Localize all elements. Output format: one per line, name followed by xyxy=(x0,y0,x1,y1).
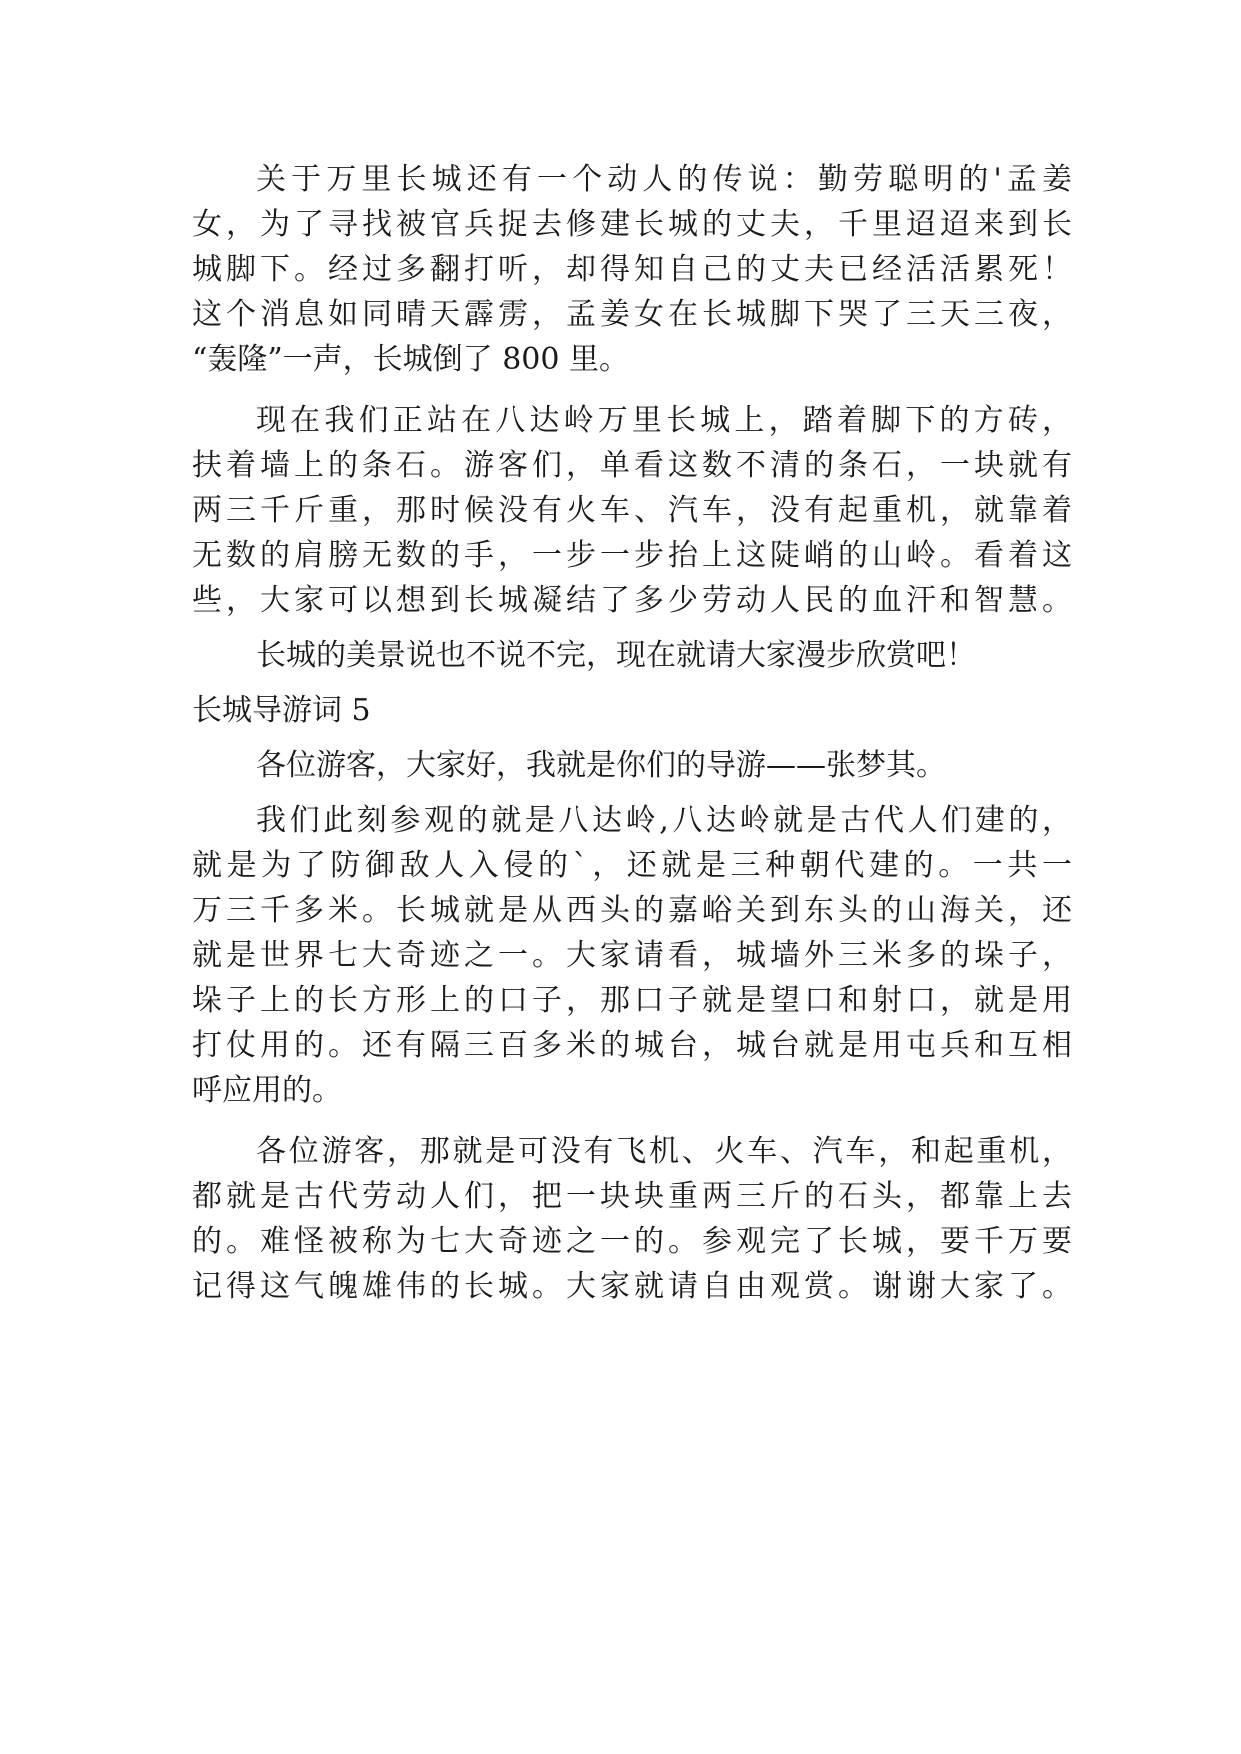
paragraph-closing xyxy=(192,633,1072,678)
text-line: 我们此刻参观的就是八达岭,八达岭就是古代人们建的， xyxy=(256,803,1072,838)
paragraph-badaling xyxy=(192,398,1072,623)
text-line: 城脚下。经过多翻打听，却得知自己的丈夫已经活活累死！ xyxy=(192,252,1072,287)
document-body xyxy=(192,157,1072,1325)
text-line: 就是世界七大奇迹之一。大家请看，城墙外三米多的垛子， xyxy=(192,938,1072,973)
text-line: 就是为了防御敌人入侵的`，还就是三种朝代建的。一共一 xyxy=(192,848,1072,883)
text-line: 垛子上的长方形上的口子，那口子就是望口和射口，就是用 xyxy=(192,983,1072,1018)
paragraph-introduction xyxy=(192,798,1072,1113)
text-line: 两三千斤重，那时候没有火车、汽车，没有起重机，就靠着 xyxy=(192,493,1072,528)
text-line: 各位游客，大家好，我就是你们的导游——张梦其。 xyxy=(256,748,946,783)
text-line: 的。难怪被称为七大奇迹之一的。参观完了长城，要千万要 xyxy=(192,1224,1072,1259)
text-line: 都就是古代劳动人们，把一块块重两三斤的石头，都靠上去 xyxy=(192,1179,1072,1214)
text-line: 各位游客，那就是可没有飞机、火车、汽车，和起重机， xyxy=(256,1134,1072,1169)
text-line: 现在我们正站在八达岭万里长城上，踏着脚下的方砖， xyxy=(256,403,1072,438)
text-line: 打仗用的。还有隔三百多米的城台，城台就是用屯兵和互相 xyxy=(192,1028,1072,1063)
text-line: 万三千多米。长城就是从西头的嘉峪关到东头的山海关，还 xyxy=(192,893,1072,928)
text-line: 这个消息如同晴天霹雳，孟姜女在长城脚下哭了三天三夜， xyxy=(192,297,1072,332)
text-line: 无数的肩膀无数的手，一步一步抬上这陡峭的山岭。看着这 xyxy=(192,538,1072,573)
text-line: 女，为了寻找被官兵捉去修建长城的丈夫，千里迢迢来到长 xyxy=(192,207,1072,242)
text-line: “轰隆”一声，长城倒了 800 里。 xyxy=(192,342,630,377)
text-line: 扶着墙上的条石。游客们，单看这数不清的条石，一块就有 xyxy=(192,448,1072,483)
text-line: 些，大家可以想到长城凝结了多少劳动人民的血汗和智慧。 xyxy=(192,583,1072,618)
paragraph-legend xyxy=(192,157,1072,382)
text-line: 长城的美景说也不说不完，现在就请大家漫步欣赏吧！ xyxy=(256,638,976,673)
paragraph-greeting xyxy=(192,743,1072,788)
section-heading: 长城导游词 5 xyxy=(192,693,371,728)
text-line: 呼应用的。 xyxy=(192,1073,342,1108)
text-line: 记得这气魄雄伟的长城。大家就请自由观赏。谢谢大家了。 xyxy=(192,1269,1072,1304)
text-line: 关于万里长城还有一个动人的传说：勤劳聪明的'孟姜 xyxy=(256,162,1072,197)
paragraph-conclusion xyxy=(192,1129,1072,1309)
